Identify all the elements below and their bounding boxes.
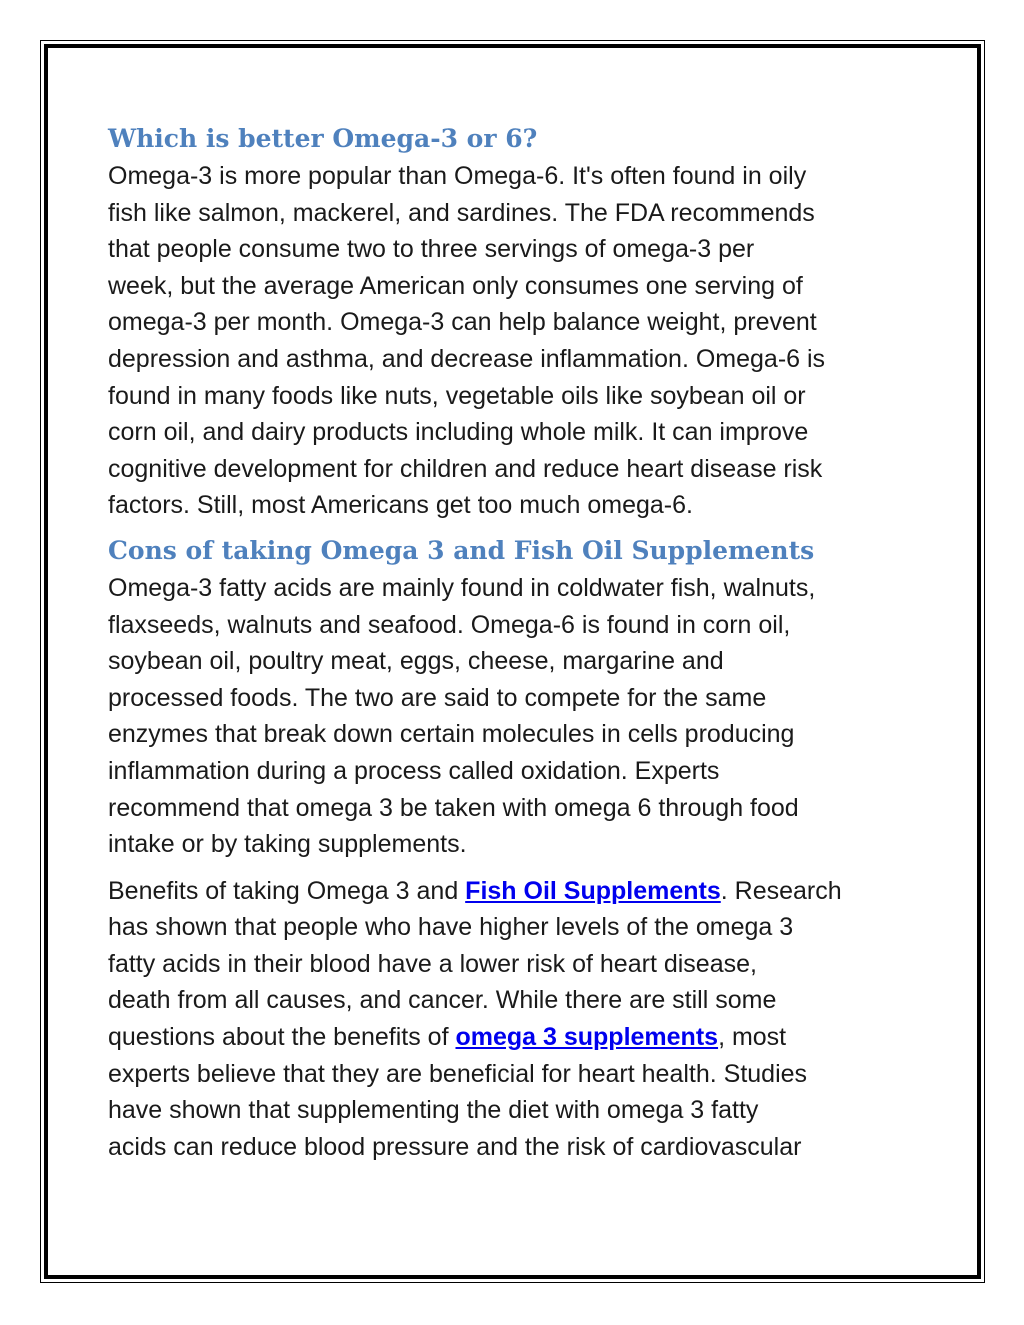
text-line: inflammation during a process called oxidation. Experts (108, 756, 720, 785)
fish-oil-supplements-link[interactable]: Fish Oil Supplements (465, 876, 721, 905)
text-line: fatty acids in their blood have a lower risk of heart disease, (108, 949, 757, 978)
text-line: recommend that omega 3 be taken with omega 6 through food (108, 793, 799, 822)
text-line: Omega-3 is more popular than Omega-6. It's often found in oily (108, 162, 807, 190)
text-segment: questions about the benefits of (108, 1023, 456, 1052)
text-line: depression and asthma, and decrease inflammation. Omega-6 is (108, 344, 826, 373)
text-line: fish like salmon, mackerel, and sardines. The FDA recommends (108, 198, 815, 227)
text-line: Omega-3 fatty acids are mainly found in coldwater fish, walnuts, (108, 573, 816, 602)
heading-cons-fish-oil: Cons of taking Omega 3 and Fish Oil Supplements (108, 535, 815, 565)
paragraph-cons-fish-oil (108, 570, 928, 863)
text-line (108, 873, 928, 910)
text-line (108, 1019, 928, 1056)
text-line: found in many foods like nuts, vegetable oils like soybean oil or (108, 381, 806, 410)
text-segment: Benefits of taking Omega 3 and (108, 876, 466, 905)
text-line: omega-3 per month. Omega-3 can help balance weight, prevent (108, 308, 817, 337)
text-line: enzymes that break down certain molecules in cells producing (108, 720, 795, 749)
text-segment: . Research (720, 876, 842, 905)
text-line: have shown that supplementing the diet with omega 3 fatty (108, 1096, 759, 1125)
paragraph-omega-comparison (108, 158, 928, 524)
text-line: soybean oil, poultry meat, eggs, cheese, margarine and (108, 647, 724, 676)
text-line: corn oil, and dairy products including whole milk. It can improve (108, 418, 809, 447)
omega-3-supplements-link[interactable]: omega 3 supplements (455, 1023, 719, 1052)
text-line: processed foods. The two are said to compete for the same (108, 683, 767, 712)
text-line: acids can reduce blood pressure and the risk of cardiovascular (108, 1132, 802, 1161)
text-line: has shown that people who have higher levels of the omega 3 (108, 913, 794, 942)
paragraph-benefits-fish-oil (108, 873, 928, 1166)
text-line: experts believe that they are beneficial for heart health. Studies (108, 1059, 808, 1088)
text-line: week, but the average American only consumes one serving of (108, 271, 803, 300)
text-line: that people consume two to three servings of omega-3 per (108, 235, 755, 264)
text-line: death from all causes, and cancer. While there are still some (108, 986, 777, 1015)
text-segment: , most (718, 1023, 787, 1052)
document-body (108, 120, 928, 1165)
text-line: cognitive development for children and reduce heart disease risk (108, 454, 823, 483)
text-line: intake or by taking supplements. (108, 830, 467, 859)
heading-omega-comparison: Which is better Omega-3 or 6? (108, 124, 538, 153)
text-line: flaxseeds, walnuts and seafood. Omega-6 is found in corn oil, (108, 610, 791, 639)
text-line: factors. Still, most Americans get too much omega-6. (108, 491, 693, 520)
